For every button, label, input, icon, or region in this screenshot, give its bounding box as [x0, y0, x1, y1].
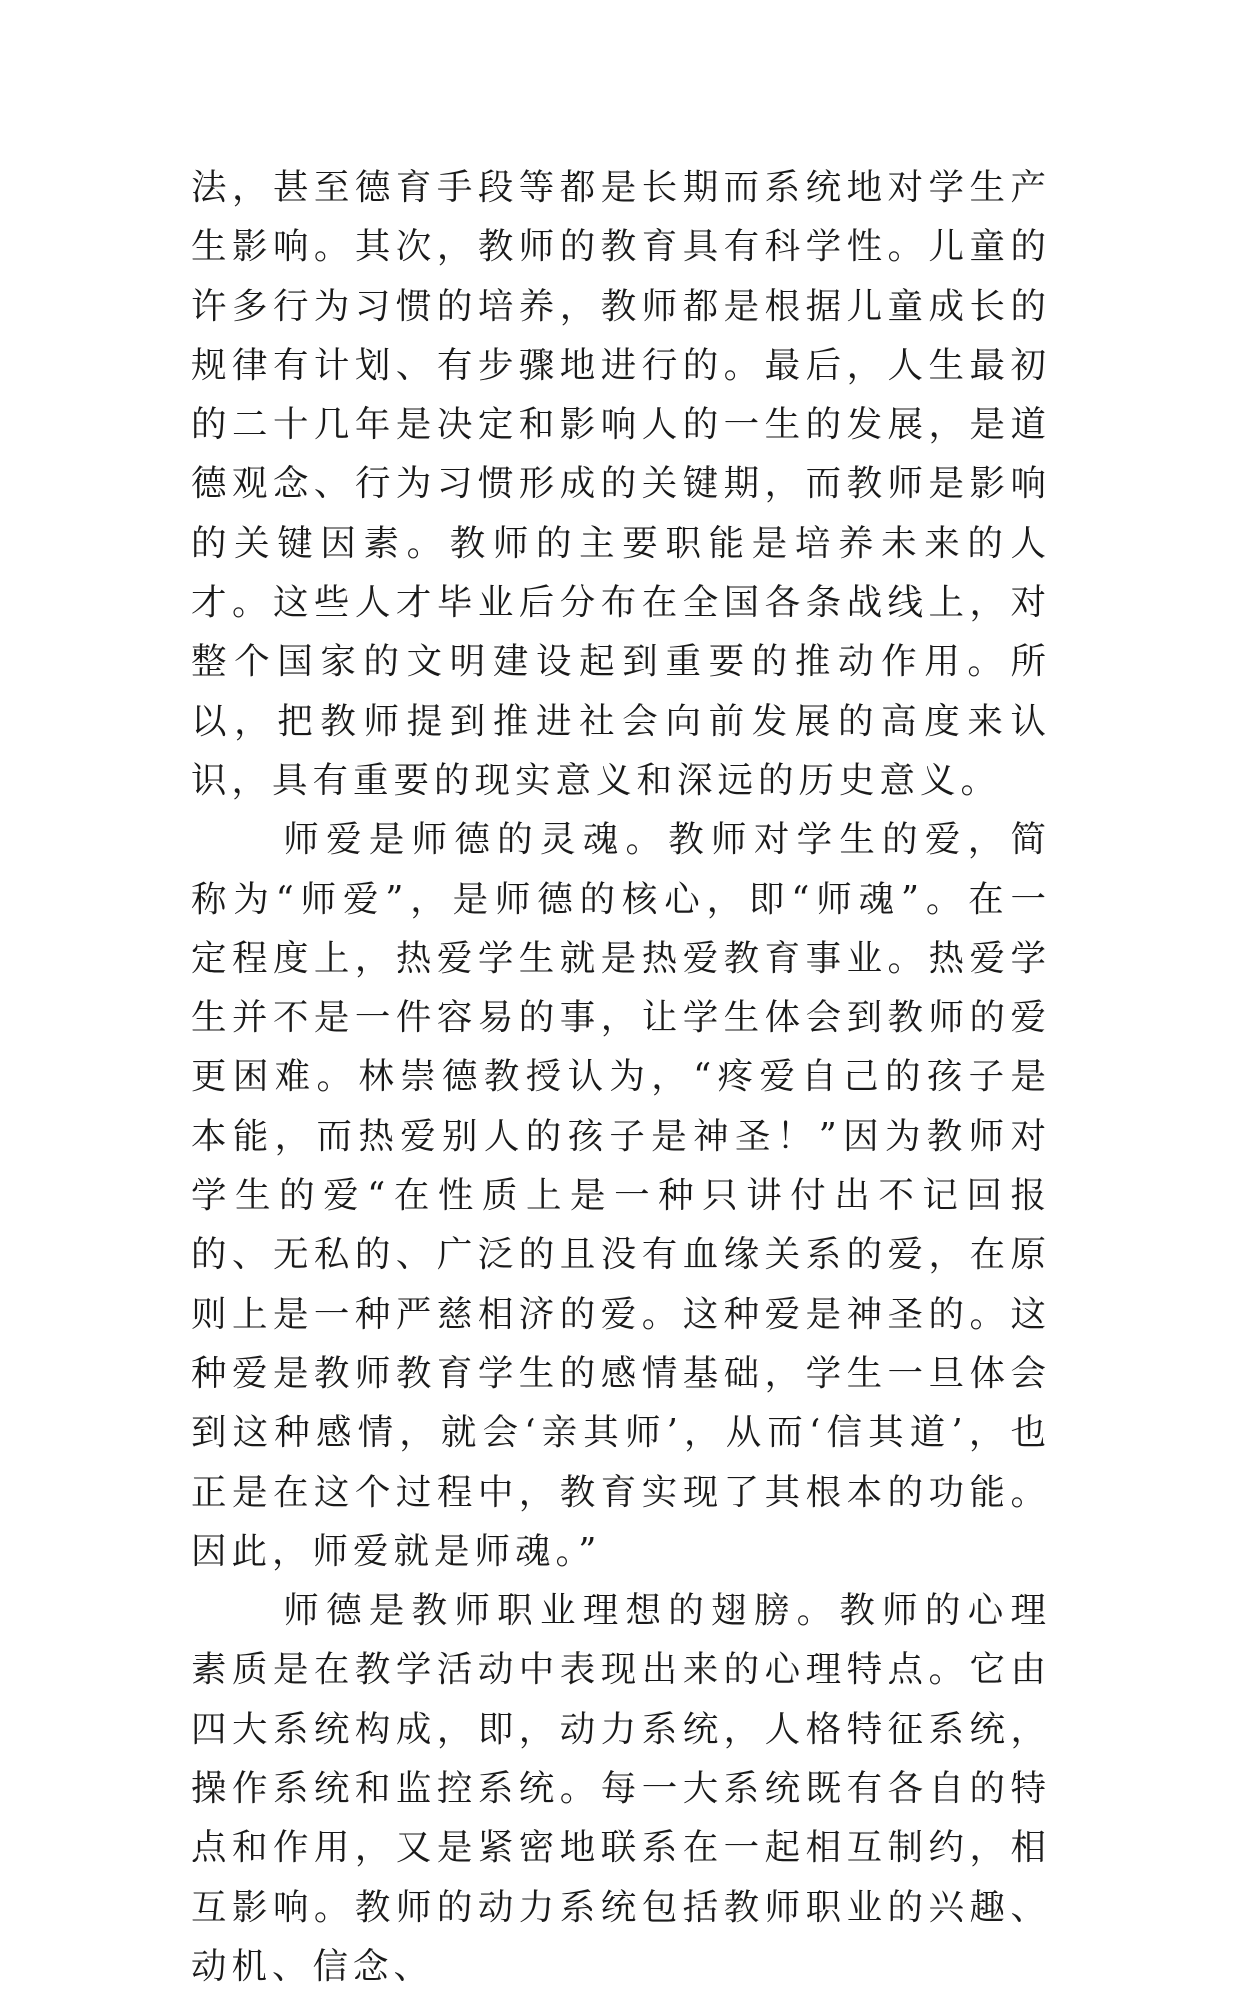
paragraph-3: 师德是教师职业理想的翅膀。教师的心理素质是在教学活动中表现出来的心理特点。它由四大系统构成，即，动力系统，人格特征系统，操作系统和监控系统。每一大系统既有各自的特点和作用，又是紧密地联系在一起相互制约，相互影响。教师的动力系统包括教师职业的兴趣、动机、信念、 — [191, 1590, 1051, 1987]
paragraph-1: 法，甚至德育手段等都是长期而系统地对学生产生影响。其次，教师的教育具有科学性。儿童的许多行为习惯的培养，教师都是根据儿童成长的规律有计划、有步骤地进行的。最后，人生最初的二十几年是决定和影响人的一生的发展，是道德观念、行为习惯形成的关键期，而教师是影响的关键因素。教师的主要职能是培养未来的人才。这些人才毕业后分布在全国各条战线上，对整个国家的文明建设起到重要的推动作用。所以，把教师提到推进社会向前发展的高度来认识，具有重要的现实意义和深远的历史意义。 — [191, 167, 1051, 801]
paragraph-2: 师爱是师德的灵魂。教师对学生的爱，简称为“师爱”，是师德的核心，即“师魂”。在一定程度上，热爱学生就是热爱教育事业。热爱学生并不是一件容易的事，让学生体会到教师的爱更困难。林崇德教授认为，“疼爱自己的孩子是本能，而热爱别人的孩子是神圣！”因为教师对学生的爱“在性质上是一种只讲付出不记回报的、无私的、广泛的且没有血缘关系的爱，在原则上是一种严慈相济的爱。这种爱是神圣的。这种爱是教师教育学生的感情基础，学生一旦体会到这种感情，就会‘亲其师’，从而‘信其道’，也正是在这个过程中，教育实现了其根本的功能。因此，师爱就是师魂。” — [191, 819, 1051, 1572]
body-text — [191, 158, 1051, 1996]
